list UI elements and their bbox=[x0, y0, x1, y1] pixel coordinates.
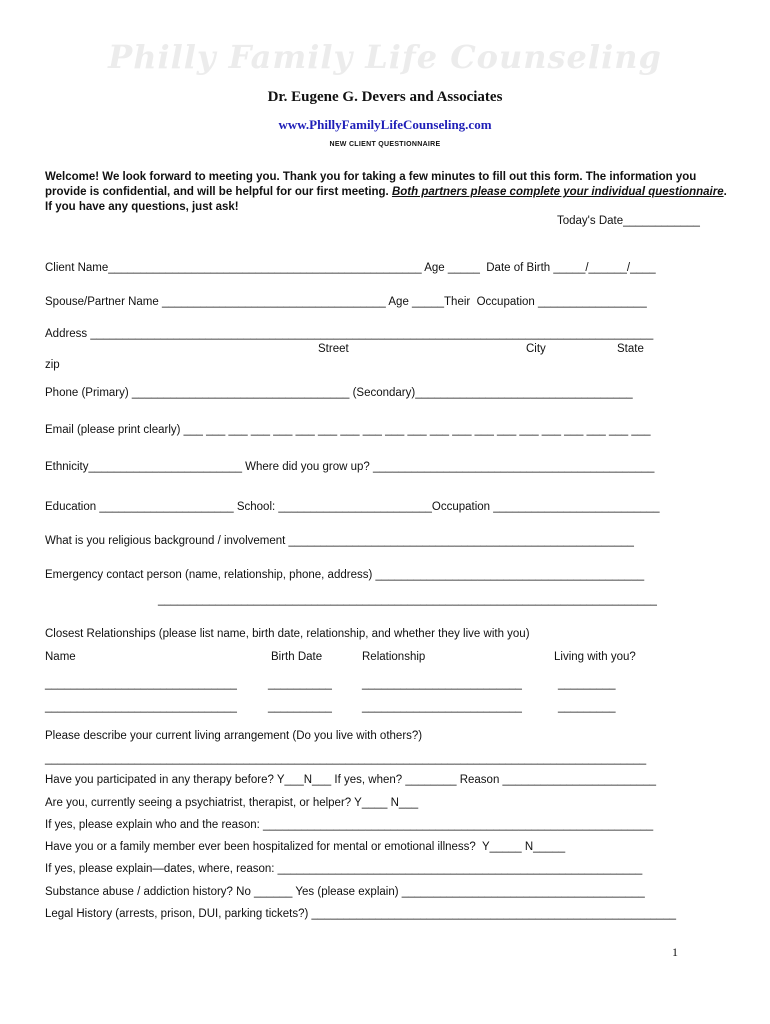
welcome-closing: . If you have any questions, just ask! bbox=[45, 186, 727, 213]
relationship-living-blank[interactable]: _________ bbox=[558, 678, 616, 690]
city-label: City bbox=[526, 343, 546, 355]
religious-row[interactable]: What is you religious background / involvement ______________________________________________________ bbox=[45, 535, 634, 547]
relationship-name-blank[interactable]: ______________________________ bbox=[45, 701, 237, 713]
website-link[interactable]: www.PhillyFamilyLifeCounseling.com bbox=[278, 117, 492, 132]
both-partners-note: Both partners please complete your individual questionnaire bbox=[391, 186, 724, 198]
relationship-type-blank[interactable]: _________________________ bbox=[362, 701, 522, 713]
relationships-heading: Closest Relationships (please list name, birth date, relationship, and whether they live with you) bbox=[45, 628, 530, 640]
watermark-title: Philly Family Life Counseling bbox=[108, 38, 662, 76]
relationship-living-blank[interactable]: _________ bbox=[558, 701, 616, 713]
legal-row[interactable]: Legal History (arrests, prison, DUI, parking tickets?) _________________________________________________________ bbox=[45, 908, 677, 920]
emergency-row[interactable]: Emergency contact person (name, relationship, phone, address) __________________________________________ bbox=[45, 569, 645, 581]
street-label: Street bbox=[318, 343, 349, 355]
relationship-birth-blank[interactable]: __________ bbox=[268, 701, 332, 713]
welcome-paragraph bbox=[45, 170, 735, 215]
living-arrangement-line[interactable]: ______________________________________________________________________________________________ bbox=[45, 753, 647, 765]
page-number: 1 bbox=[672, 945, 678, 959]
education-row[interactable]: Education _____________________ School: ________________________Occupation __________________________ bbox=[45, 501, 660, 513]
relationship-birth-blank[interactable]: __________ bbox=[268, 678, 332, 690]
state-label: State bbox=[617, 343, 644, 355]
relationship-type-blank[interactable]: _________________________ bbox=[362, 678, 522, 690]
email-row[interactable]: Email (please print clearly) ___ ___ ___ ___ ___ ___ ___ ___ ___ ___ ___ ___ ___ ___ ___ ___ ___ ___ ___ ___ ___ bbox=[45, 424, 651, 436]
form-title: NEW CLIENT QUESTIONNAIRE bbox=[329, 141, 441, 148]
zip-label: zip bbox=[45, 359, 60, 371]
welcome-text: Welcome! We look forward to meeting you. Thank you for taking a few minutes to fill out this form. The information you provide is confidential, and will be helpful for our first meeting. bbox=[45, 171, 697, 198]
hospitalized-row[interactable]: Have you or a family member ever been hospitalized for mental or emotional illness? Y_____ N_____ bbox=[45, 841, 566, 853]
therapy-row[interactable]: Have you participated in any therapy before? Y___N___ If yes, when? ________ Reason ________________________ bbox=[45, 774, 657, 786]
address-row[interactable]: Address ________________________________________________________________________________________ bbox=[45, 328, 654, 340]
explain-row[interactable]: If yes, please explain who and the reason: _____________________________________________________________ bbox=[45, 819, 654, 831]
col-living-with: Living with you? bbox=[554, 651, 636, 663]
emergency-line-2[interactable]: ______________________________________________________________________________ bbox=[158, 594, 657, 606]
relationship-name-blank[interactable]: ______________________________ bbox=[45, 678, 237, 690]
col-name: Name bbox=[45, 651, 76, 663]
ethnicity-row[interactable]: Ethnicity________________________ Where did you grow up? ____________________________________________ bbox=[45, 461, 655, 473]
practice-name: Dr. Eugene G. Devers and Associates bbox=[267, 89, 503, 105]
col-relationship: Relationship bbox=[362, 651, 426, 663]
client-name-row[interactable]: Client Name_________________________________________________ Age _____ Date of Birth _____/______/____ bbox=[45, 262, 656, 274]
spouse-row[interactable]: Spouse/Partner Name ___________________________________ Age _____Their Occupation _________________ bbox=[45, 296, 647, 308]
phone-row[interactable]: Phone (Primary) __________________________________ (Secondary)__________________________________ bbox=[45, 387, 633, 399]
psychiatrist-row[interactable]: Are you, currently seeing a psychiatrist, therapist, or helper? Y____ N___ bbox=[45, 797, 419, 809]
col-birth-date: Birth Date bbox=[271, 651, 323, 663]
explain-dates-row[interactable]: If yes, please explain—dates, where, reason: _________________________________________________________ bbox=[45, 863, 643, 875]
living-arrangement-question: Please describe your current living arrangement (Do you live with others?) bbox=[45, 730, 423, 742]
todays-date-field[interactable]: Today's Date____________ bbox=[557, 215, 700, 227]
substance-row[interactable]: Substance abuse / addiction history? No ______ Yes (please explain) ______________________________________ bbox=[45, 886, 645, 898]
